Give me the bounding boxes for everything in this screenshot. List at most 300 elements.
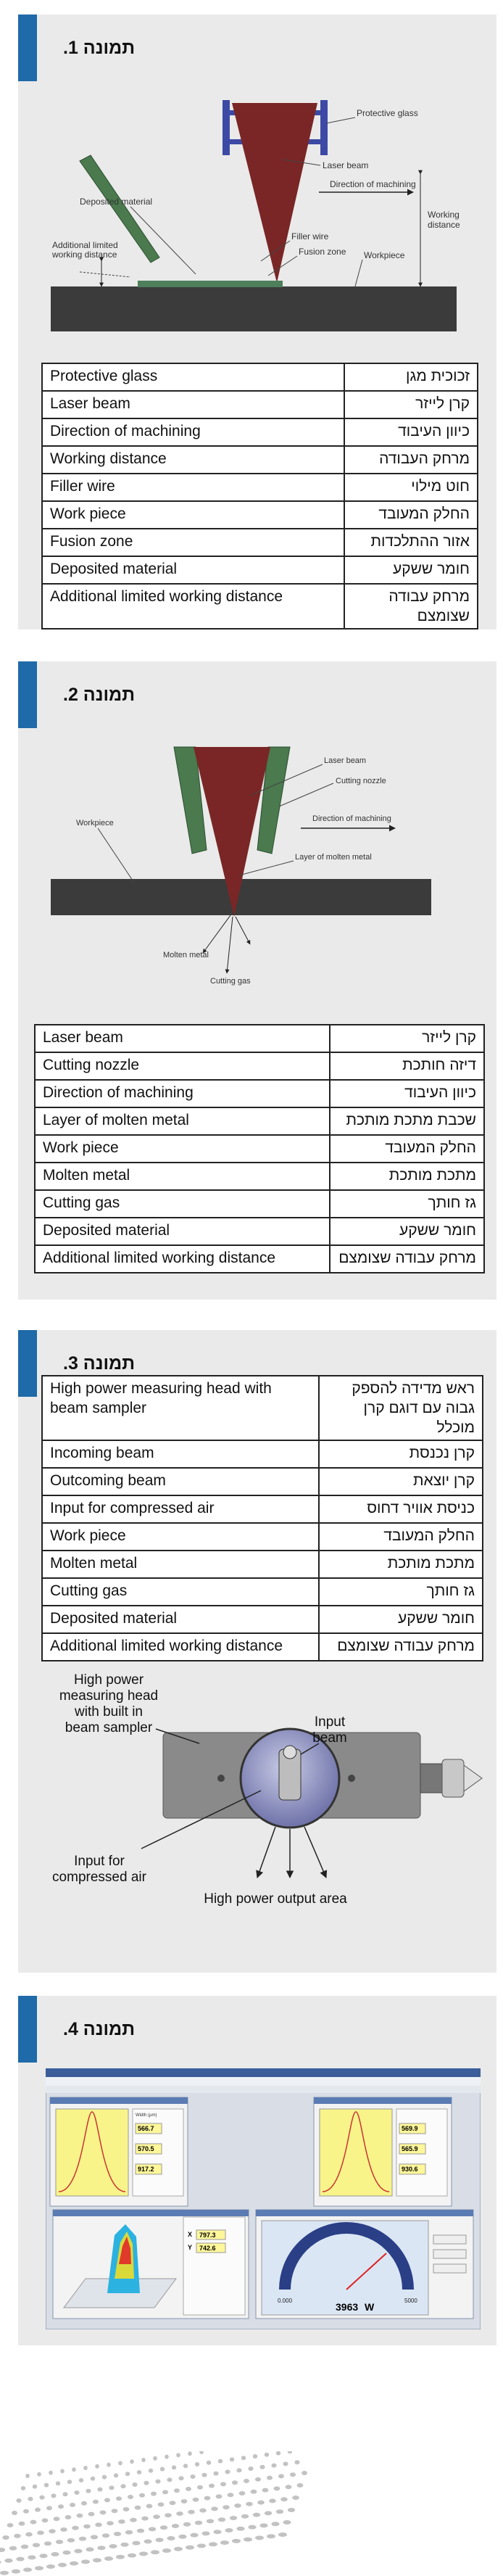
term-he: דיזה חותכת xyxy=(330,1052,484,1080)
glossary-table-2 xyxy=(34,1024,485,1273)
decor-dot xyxy=(297,2483,304,2488)
decor-dot xyxy=(95,2522,102,2527)
term-he: קרן נכנסת xyxy=(319,1440,483,1468)
decor-dot xyxy=(186,2546,194,2550)
table-row xyxy=(35,1163,484,1190)
label-head-2: measuring head xyxy=(59,1688,159,1704)
term-he: גז חותך xyxy=(330,1190,484,1218)
gauge-min: 0.000 xyxy=(278,2298,293,2304)
term-en: Cutting gas xyxy=(35,1190,330,1218)
decor-dot xyxy=(79,2537,86,2541)
decor-dot xyxy=(65,2515,72,2519)
term-en: Additional limited working distance xyxy=(35,1245,330,1273)
decor-dot xyxy=(251,2490,257,2494)
decor-dot xyxy=(83,2466,88,2470)
decor-dot xyxy=(278,2532,287,2537)
decor-dot xyxy=(21,2545,28,2549)
decor-dot xyxy=(244,2538,252,2542)
decor-dot xyxy=(77,2514,83,2518)
glossary-rows xyxy=(42,363,478,629)
decor-dot xyxy=(195,2521,202,2525)
decor-dot xyxy=(44,2541,51,2546)
decor-dot xyxy=(186,2487,191,2491)
readout-value: 566.7 xyxy=(138,2125,154,2132)
decor-dot xyxy=(283,2461,288,2466)
centroid-x-label: X xyxy=(188,2231,193,2238)
decor-dot xyxy=(241,2456,246,2460)
decor-dot xyxy=(12,2569,20,2574)
decor-dot xyxy=(218,2459,223,2464)
decor-dot xyxy=(253,2454,257,2459)
label-input-1: Input xyxy=(314,1714,346,1730)
decor-dot xyxy=(51,2552,59,2556)
table-row xyxy=(42,1551,483,1578)
decor-dot xyxy=(178,2535,186,2539)
term-en: Working distance xyxy=(42,446,344,474)
table-row xyxy=(42,1523,483,1551)
decor-dot xyxy=(172,2465,176,2469)
section-3 xyxy=(18,1330,496,1973)
width-label: Width (µm) xyxy=(136,2113,157,2118)
decor-dot xyxy=(218,2517,225,2522)
term-he: קרן לייזר xyxy=(330,1025,484,1052)
decor-dot xyxy=(72,2467,76,2472)
decor-dot xyxy=(195,2462,199,2466)
decor-dot xyxy=(239,2491,246,2496)
decor-dot xyxy=(253,2513,260,2517)
section-title: תמונה 4. xyxy=(63,2019,136,2039)
label-air-1: Input for xyxy=(74,1854,125,1869)
term-en: Protective glass xyxy=(42,363,344,391)
decor-dot xyxy=(265,2511,272,2515)
section-title: תמונה 2. xyxy=(63,685,136,705)
label-workpiece: Workpiece xyxy=(364,250,405,260)
centroid-x: 797.3 xyxy=(199,2232,216,2239)
decor-dot xyxy=(207,2519,214,2523)
decor-dot xyxy=(2,2535,9,2540)
decor-dot xyxy=(86,2489,91,2493)
decor-dot xyxy=(91,2535,98,2539)
table-row xyxy=(35,1107,484,1135)
readout-value: 930.6 xyxy=(402,2166,418,2173)
decor-dot xyxy=(128,2495,133,2499)
decor-dot xyxy=(232,2480,238,2485)
decor-dot xyxy=(137,2470,141,2474)
decor-dot xyxy=(79,2478,83,2482)
decor-dot xyxy=(95,2464,99,2469)
term-he: החלק המעובד xyxy=(330,1135,484,1163)
label-deposited-material: Deposited material xyxy=(80,197,153,207)
term-he: כניסת אוויר דחוס xyxy=(319,1495,483,1523)
table-row xyxy=(35,1245,484,1273)
decor-dot xyxy=(60,2469,65,2473)
decor-dot xyxy=(91,2477,95,2481)
decor-dot xyxy=(120,2543,128,2547)
decor-dot xyxy=(23,2567,32,2572)
decor-dot xyxy=(144,2539,151,2543)
decor-dot xyxy=(248,2466,253,2471)
section-title: תמונה 1. xyxy=(63,38,136,58)
table-row xyxy=(42,446,478,474)
decor-dot xyxy=(33,2543,40,2547)
term-en: Input for compressed air xyxy=(42,1495,319,1523)
decor-dot xyxy=(0,2560,1,2564)
measuring-head-diagram xyxy=(40,1664,489,1954)
decor-dot xyxy=(118,2519,125,2524)
decor-dot xyxy=(199,2509,207,2513)
label-workpiece: Workpiece xyxy=(76,819,114,827)
gauge-max: 5000 xyxy=(404,2298,417,2304)
decor-dot xyxy=(255,2535,264,2540)
decor-dot xyxy=(146,2504,153,2509)
section-accent xyxy=(18,1330,37,1397)
decor-dot xyxy=(193,2498,199,2502)
decor-dot xyxy=(294,2460,299,2464)
term-he: מרחק עבודה שצומצם xyxy=(344,584,478,629)
decor-dot xyxy=(54,2517,60,2521)
label-laser-beam: Laser beam xyxy=(323,160,369,170)
table-row xyxy=(42,418,478,446)
decor-dot xyxy=(176,2453,180,2457)
laser-cutting-diagram xyxy=(33,727,482,1017)
label-head-1: High power xyxy=(73,1672,144,1688)
decor-dot xyxy=(155,2480,160,2484)
section-4 xyxy=(18,1996,496,2345)
decor-dot xyxy=(86,2547,93,2551)
term-he: מרחק עבודה שצומצם xyxy=(319,1633,483,1661)
decor-dot xyxy=(292,2496,299,2500)
decor-dot xyxy=(137,2529,144,2533)
term-en: Molten metal xyxy=(35,1163,330,1190)
decor-dot xyxy=(30,2520,37,2525)
decor-dot xyxy=(190,2533,198,2538)
label-input-2: beam xyxy=(312,1730,347,1746)
decor-dot xyxy=(176,2511,183,2516)
label-air-2: compressed air xyxy=(52,1870,146,1885)
deposited-material-shape xyxy=(138,281,283,287)
term-he: ראש מדידה להספק גבוה עם דוגם קרן מוכלל xyxy=(319,1376,483,1440)
decor-dot xyxy=(130,2459,134,2464)
decor-dot xyxy=(42,2518,49,2522)
decor-dot xyxy=(190,2474,195,2479)
decor-dot xyxy=(228,2493,234,2497)
label-protective-glass: Protective glass xyxy=(357,108,418,118)
term-en: High power measuring head with beam sampler xyxy=(42,1376,319,1440)
decor-dot xyxy=(46,2506,52,2510)
decor-dot xyxy=(259,2465,265,2469)
table-row xyxy=(42,1495,483,1523)
decor-dot xyxy=(172,2524,179,2528)
decor-dot xyxy=(58,2563,67,2567)
decor-dot xyxy=(160,2467,165,2472)
decor-dot xyxy=(167,2536,175,2540)
workpiece-shape xyxy=(51,286,457,331)
decor-dot xyxy=(265,2453,269,2457)
label-fusion-zone: Fusion zone xyxy=(299,247,346,257)
decor-dot xyxy=(216,2494,223,2498)
decor-dot xyxy=(118,2461,122,2465)
decor-dot xyxy=(67,2538,75,2543)
decor-dot xyxy=(28,2497,33,2501)
decor-dot xyxy=(109,2544,117,2548)
decor-dot xyxy=(116,2555,125,2559)
table-row xyxy=(35,1190,484,1218)
term-en: Incoming beam xyxy=(42,1440,319,1468)
decor-dot xyxy=(35,2508,41,2512)
decor-dot xyxy=(278,2474,284,2478)
label-filler-wire: Filler wire xyxy=(291,231,329,242)
decor-dot xyxy=(58,2504,64,2509)
decor-dot xyxy=(188,2510,195,2514)
decor-dot xyxy=(0,2548,5,2552)
section-accent xyxy=(18,661,37,728)
decor-dot xyxy=(128,2554,136,2558)
label-working-distance-1: Working xyxy=(428,210,460,220)
term-he: כיוון העיבוד xyxy=(344,418,478,446)
decor-dot xyxy=(178,2476,183,2480)
decor-dot xyxy=(174,2547,183,2551)
decor-dot xyxy=(100,2510,107,2514)
decor-dot xyxy=(232,2539,241,2543)
section-accent xyxy=(18,15,37,81)
label-working-distance-2: distance xyxy=(428,220,460,230)
term-he: מרחק עבודה שצומצם xyxy=(330,1245,484,1273)
decor-dot xyxy=(290,2472,296,2477)
decor-dot xyxy=(223,2505,230,2509)
decor-dot xyxy=(141,2517,149,2521)
decor-dot xyxy=(288,2508,295,2512)
glossary-rows xyxy=(35,1025,484,1273)
term-he: החלק המעובד xyxy=(344,501,478,529)
decor-dot xyxy=(225,2469,230,2474)
label-direction: Direction of machining xyxy=(312,814,391,823)
term-en: Layer of molten metal xyxy=(35,1107,330,1135)
term-he: זכוכית מגן xyxy=(344,363,478,391)
decor-dot xyxy=(25,2532,33,2537)
decor-dot xyxy=(139,2551,148,2556)
section-2 xyxy=(18,661,496,1300)
table-row xyxy=(42,1606,483,1633)
decor-dot xyxy=(199,2451,204,2454)
decor-dot xyxy=(246,2502,253,2506)
term-he: כיוון העיבוד xyxy=(330,1080,484,1107)
decor-dot xyxy=(37,2472,41,2477)
decor-dot xyxy=(46,2564,55,2569)
decor-dot xyxy=(183,2464,188,2468)
table-row xyxy=(42,363,478,391)
decor-dot xyxy=(276,2509,283,2514)
decor-dot xyxy=(181,2499,188,2503)
decor-dot xyxy=(23,2509,29,2514)
decor-dot xyxy=(74,2549,82,2554)
decor-dot xyxy=(153,2514,160,2519)
decor-dot xyxy=(197,2485,203,2490)
decor-dot xyxy=(51,2493,56,2498)
decor-dot xyxy=(267,2476,273,2480)
decor-dot xyxy=(97,2546,105,2550)
decor-dot xyxy=(67,2480,72,2484)
decor-dot xyxy=(7,2523,14,2527)
term-he: קרן יוצאת xyxy=(319,1468,483,1495)
decor-dot xyxy=(241,2514,249,2519)
decor-dot xyxy=(125,2472,130,2476)
term-en: Deposited material xyxy=(42,556,344,584)
decor-dot xyxy=(35,2566,43,2570)
term-he: קרן לייזר xyxy=(344,391,478,418)
decor-dot xyxy=(70,2503,75,2507)
decor-dot xyxy=(74,2490,79,2495)
term-he: חוט מילוי xyxy=(344,474,478,501)
label-head-4: beam sampler xyxy=(65,1720,153,1735)
decor-dot xyxy=(151,2550,159,2554)
decor-dot xyxy=(149,2527,156,2531)
decor-dot xyxy=(153,2456,157,2461)
term-he: חומר ששקע xyxy=(344,556,478,584)
decor-dot xyxy=(259,2523,267,2527)
decor-dot xyxy=(120,2484,125,2488)
decor-dot xyxy=(201,2531,209,2535)
decor-dot xyxy=(102,2475,107,2480)
decor-dot xyxy=(107,2521,114,2525)
decor-dot xyxy=(9,2546,17,2551)
decor-dot xyxy=(149,2469,153,2473)
decor-dot xyxy=(28,2555,36,2559)
term-en: Cutting gas xyxy=(42,1578,319,1606)
term-he: חומר ששקע xyxy=(330,1218,484,1245)
decor-dot xyxy=(204,2496,211,2501)
decor-dot xyxy=(151,2492,157,2496)
decor-dot xyxy=(37,2530,44,2535)
table-row xyxy=(42,584,478,629)
decor-dot xyxy=(155,2538,163,2542)
table-row xyxy=(42,1578,483,1606)
label-additional-1: Additional limited xyxy=(52,240,118,250)
section-title: תמונה 3. xyxy=(63,1353,136,1374)
decor-dot xyxy=(116,2496,122,2501)
decorative-dots xyxy=(0,2451,503,2576)
label-molten-metal: Molten metal xyxy=(163,951,209,959)
label-laser-beam: Laser beam xyxy=(324,756,367,765)
decor-dot xyxy=(165,2513,172,2517)
decor-dot xyxy=(213,2472,218,2476)
decor-dot xyxy=(16,2498,21,2503)
decor-dot xyxy=(209,2542,217,2546)
decor-dot xyxy=(14,2534,21,2538)
decor-dot xyxy=(236,2527,244,2531)
decor-dot xyxy=(165,2455,169,2459)
term-he: שכבת מתכת מותכת xyxy=(330,1107,484,1135)
decor-dot xyxy=(211,2506,218,2511)
decor-dot xyxy=(174,2488,180,2493)
term-en: Direction of machining xyxy=(35,1080,330,1107)
label-cutting-gas: Cutting gas xyxy=(210,977,251,986)
decor-dot xyxy=(225,2528,233,2532)
decor-dot xyxy=(49,2529,56,2533)
decor-dot xyxy=(213,2530,221,2534)
decor-dot xyxy=(70,2561,78,2566)
decor-dot xyxy=(262,2488,269,2493)
decor-dot xyxy=(97,2488,102,2492)
decor-dot xyxy=(104,2556,113,2561)
section-accent xyxy=(18,1996,37,2063)
decor-dot xyxy=(236,2468,241,2472)
term-en: Fusion zone xyxy=(42,529,344,556)
decor-dot xyxy=(183,2522,191,2527)
decor-dot xyxy=(83,2525,91,2529)
decor-dot xyxy=(102,2533,109,2538)
decor-dot xyxy=(109,2485,114,2490)
section-1 xyxy=(18,15,496,629)
decor-dot xyxy=(201,2473,207,2477)
decor-dot xyxy=(141,2458,146,2462)
power-unit: W xyxy=(365,2301,375,2313)
label-output: High power output area xyxy=(204,1891,347,1907)
table-row xyxy=(42,501,478,529)
table-row xyxy=(42,1376,483,1440)
table-row xyxy=(42,474,478,501)
decor-dot xyxy=(125,2530,133,2535)
centroid-y-label: Y xyxy=(188,2244,193,2251)
decor-dot xyxy=(276,2451,280,2456)
glossary-table-1 xyxy=(41,363,478,629)
term-en: Deposited material xyxy=(42,1606,319,1633)
term-en: Filler wire xyxy=(42,474,344,501)
decor-dot xyxy=(188,2451,192,2456)
term-en: Laser beam xyxy=(35,1025,330,1052)
decor-dot xyxy=(167,2477,172,2482)
decor-dot xyxy=(135,2506,141,2510)
decor-dot xyxy=(274,2486,280,2490)
decor-dot xyxy=(56,2481,60,2485)
decor-dot xyxy=(123,2507,130,2511)
decor-dot xyxy=(230,2516,237,2520)
term-en: Direction of machining xyxy=(42,418,344,446)
decor-dot xyxy=(19,2522,25,2526)
decor-dot xyxy=(271,2522,279,2526)
term-en: Cutting nozzle xyxy=(35,1052,330,1080)
decor-dot xyxy=(283,2520,291,2525)
table-row xyxy=(42,556,478,584)
decor-dot xyxy=(280,2497,288,2501)
label-head-3: with built in xyxy=(75,1704,143,1720)
decor-dot xyxy=(39,2496,44,2500)
decor-dot xyxy=(230,2457,234,2461)
term-en: Deposited material xyxy=(35,1218,330,1245)
decor-dot xyxy=(197,2543,206,2548)
decor-dot xyxy=(88,2512,95,2517)
software-screenshot xyxy=(46,2068,481,2329)
decor-dot xyxy=(12,2511,17,2515)
decor-dot xyxy=(257,2501,265,2505)
decor-dot xyxy=(234,2503,241,2508)
decor-dot xyxy=(162,2548,171,2553)
decor-dot xyxy=(302,2471,307,2475)
decor-dot xyxy=(248,2525,256,2530)
decor-dot xyxy=(104,2498,110,2502)
readout-value: 570.5 xyxy=(138,2145,154,2152)
decor-dot xyxy=(33,2485,37,2489)
readout-value: 917.2 xyxy=(138,2166,154,2173)
decor-dot xyxy=(25,2474,30,2478)
term-en: Additional limited working distance xyxy=(42,584,344,629)
decor-dot xyxy=(107,2463,111,2467)
term-en: Work piece xyxy=(35,1135,330,1163)
table-row xyxy=(35,1218,484,1245)
term-he: אזור ההתלכדות xyxy=(344,529,478,556)
decor-dot xyxy=(114,2473,118,2477)
decor-dot xyxy=(144,2481,149,2485)
term-en: Laser beam xyxy=(42,391,344,418)
